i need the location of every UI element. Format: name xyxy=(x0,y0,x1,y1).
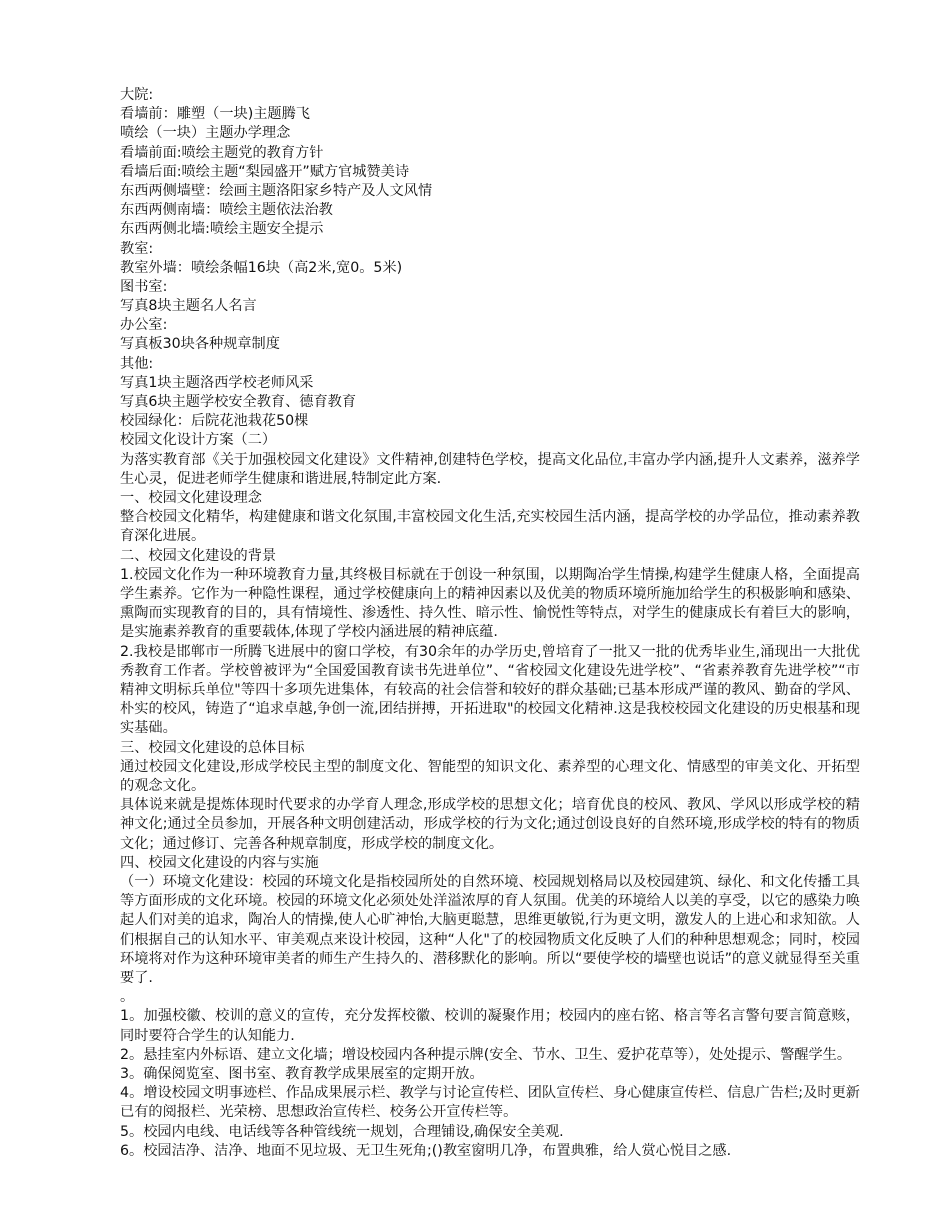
text-line: 看墙后面:喷绘主题“梨园盛开”赋方官城赞美诗 xyxy=(120,163,410,180)
section-heading: 二、校园文化建设的背景 xyxy=(120,547,277,564)
list-item: 1。加强校徽、校训的意义的宣传，充分发挥校徽、校训的凝聚作用；校园内的座右铭、格言等名言警句要言简意赅，同时要符合学生的认知能力. xyxy=(120,1008,860,1044)
section-heading: 三、校园文化建设的总体目标 xyxy=(120,739,305,756)
section-heading: 一、校园文化建设理念 xyxy=(120,489,262,506)
document-body xyxy=(120,86,860,1161)
text-line: 教室外墙：喷绘条幅16块（高2米,宽0。5米) xyxy=(120,259,403,276)
text-line: 喷绘（一块）主题办学理念 xyxy=(120,125,291,142)
section-title: 校园文化设计方案（二） xyxy=(120,432,277,449)
paragraph: 1.校园文化作为一种环境教育力量,其终极目标就在于创设一种氛围，以期陶冶学生情操,构建学生健康人格，全面提高学生素养。它作为一种隐性课程，通过学校健康向上的精神因素以及优美的物质环境所施加给学生的积极影响和感染、熏陶而实现教育的目的，具有情境性、渗透性、持久性、暗示性、愉悦性等特点，对学生的健康成长有着巨大的影响，是实施素养教育的重要载体,体现了学校内涵进展的精神底蕴. xyxy=(120,566,860,641)
text-line: 写真8块主题名人名言 xyxy=(120,298,257,315)
list-item: 4。增设校园文明事迹栏、作品成果展示栏、教学与讨论宣传栏、团队宣传栏、身心健康宣传栏、信息广告栏;及时更新已有的阅报栏、光荣榜、思想政治宣传栏、校务公开宣传栏等。 xyxy=(120,1085,860,1121)
paragraph: 为落实教育部《关于加强校园文化建设》文件精神,创建特色学校，提高文化品位,丰富办学内涵,提升人文素养，滋养学生心灵，促进老师学生健康和谐进展,特制定此方案. xyxy=(120,451,860,487)
text-line: 看墙前面:喷绘主题党的教育方针 xyxy=(120,144,324,161)
text-line: 其他: xyxy=(120,355,154,372)
text-line: 东西两侧南墙：喷绘主题依法治教 xyxy=(120,202,333,219)
text-line: 写真6块主题学校安全教育、德育教育 xyxy=(120,394,357,410)
list-item: 5。校园内电线、电话线等各种管线统一规划，合理铺设,确保安全美观. xyxy=(120,1123,564,1140)
paragraph: 2.我校是邯郸市一所腾飞进展中的窗口学校，有30余年的办学历史,曾培育了一批又一批的优秀毕业生,涌现出一大批优秀教育工作者。学校曾被评为“全国爱国教育读书先进单位”、“省校园文化建设先进学校”、“省素养教育先进学校”“市精神文明标兵单位"等四十多项先进集体，有较高的社会信誉和较好的群众基础;已基本形成严谨的教风、勤奋的学风、朴实的校风，铸造了“追求卓越,争创一流,团结拼搏，开拓进取"的校园文化精神.这是我校校园文化建设的历史根基和现实基础。 xyxy=(120,643,860,737)
text-line: 写真1块主题洛西学校老师风采 xyxy=(120,374,314,391)
text-line: 教室: xyxy=(120,240,154,257)
text-line: 图书室: xyxy=(120,278,168,295)
paragraph: 具体说来就是提炼体现时代要求的办学育人理念,形成学校的思想文化；培育优良的校风、教风、学风以形成学校的精神文化;通过全员参加，开展各种文明创建活动，形成学校的行为文化;通过创设良好的自然环境,形成学校的特有的物质文化；通过修订、完善各种规章制度，形成学校的制度文化。 xyxy=(120,797,860,852)
list-item: 6。校园洁净、洁净、地面不见垃圾、无卫生死角;()教室窗明几净，布置典雅，给人赏心悦目之感. xyxy=(120,1142,732,1159)
paragraph: （一）环境文化建设：校园的环境文化是指校园所处的自然环境、校园规划格局以及校园建筑、绿化、和文化传播工具等方面形成的文化环境。校园的环境文化必须处处洋溢浓厚的育人氛围。优美的环境给人以美的享受，以它的感染力唤起人们对美的追求，陶冶人的情操,使人心旷神怡,大脑更聪慧，思维更敏锐,行为更文明，激发人的上进心和求知欲。人们根据自己的认知水平、审美观点来设计校园，这种“人化"了的校园物质文化反映了人们的种种思想观念；同时，校园环境将对作为这种环境审美者的师生产生持久的、潜移默化的影响。所以“要使学校的墙壁也说话”的意义就显得至关重要了. xyxy=(120,873,860,986)
text-line: 东西两侧墙壁：绘画主题洛阳家乡特产及人文风情 xyxy=(120,182,433,199)
text-line: 东西两侧北墙:喷绘主题安全提示 xyxy=(120,221,324,238)
text-line: 写真板30块各种规章制度 xyxy=(120,336,280,353)
text-line: 校园绿化：后院花池栽花50棵 xyxy=(120,413,309,430)
section-heading: 四、校园文化建设的内容与实施 xyxy=(120,854,319,871)
paragraph: 通过校园文化建设,形成学校民主型的制度文化、智能型的知识文化、素养型的心理文化、情感型的审美文化、开拓型的观念文化。 xyxy=(120,758,860,794)
text-line: 办公室: xyxy=(120,317,168,334)
text-line: 看墙前：雕塑（一块)主题腾飞 xyxy=(120,106,310,123)
text-line: 大院: xyxy=(120,87,154,103)
list-item: 2。悬挂室内外标语、建立文化墙；增设校园内各种提示牌(安全、节水、卫生、爱护花草等），处处提示、警醒学生。 xyxy=(120,1046,852,1063)
list-item: 3。确保阅览室、图书室、教育教学成果展室的定期开放。 xyxy=(120,1065,484,1082)
paragraph: 整合校园文化精华，构建健康和谐文化氛围,丰富校园文化生活,充实校园生活内涵，提高学校的办学品位，推动素养教育深化进展。 xyxy=(120,509,860,545)
text-line: 。 xyxy=(120,989,135,1006)
